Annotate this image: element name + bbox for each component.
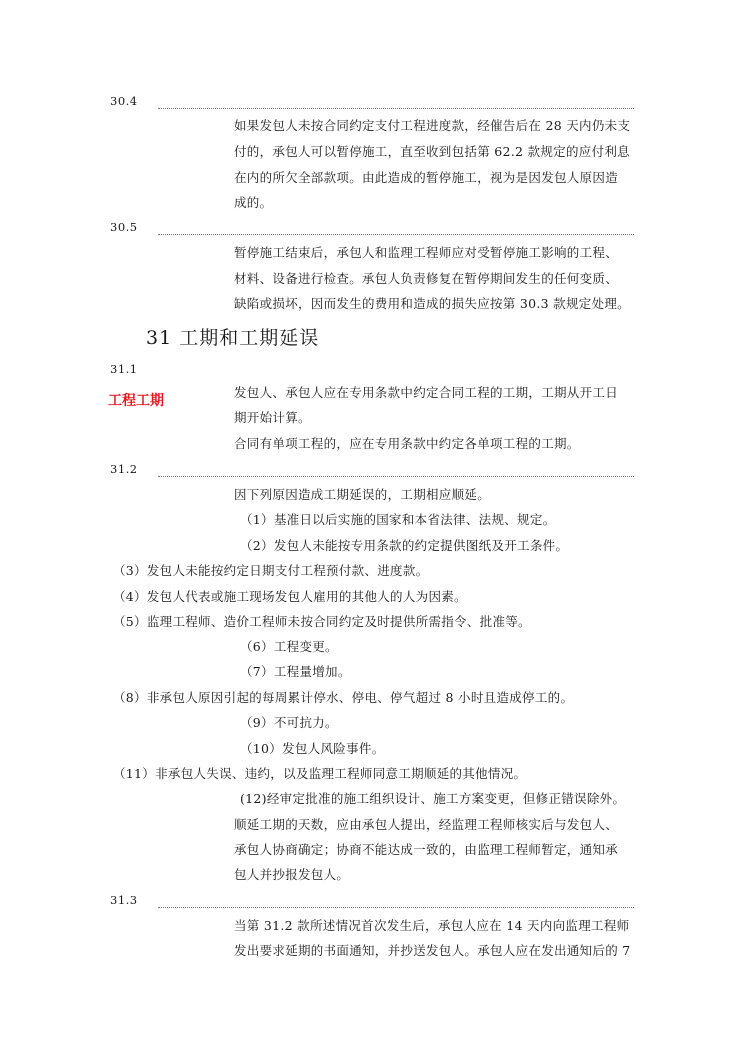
paragraph-line: 包人并抄报发包人。 [234, 867, 350, 882]
section-number-30-5: 30.5 [110, 220, 138, 234]
paragraph-line: 暂停施工结束后，承包人和监理工程师应对受暂停施工影响的工程、 [234, 245, 619, 260]
dotted-leader [158, 907, 634, 908]
paragraph-line: 缺陷或损坏，因而发生的费用和造成的损失应按第 30.3 款规定处理。 [234, 296, 630, 311]
section-number-31-3: 31.3 [110, 893, 138, 907]
list-item: （2）发包人未能按专用条款的约定提供图纸及开工条件。 [240, 538, 569, 553]
paragraph-line: 承包人协商确定；协商不能达成一致的，由监理工程师暂定，通知承 [234, 842, 619, 857]
list-item: （8）非承包人原因引起的每周累计停水、停电、停气超过 8 小时且造成停工的。 [113, 690, 574, 705]
paragraph-line: 当第 31.2 款所述情况首次发生后，承包人应在 14 天内向监理工程师 [234, 918, 630, 933]
list-item: （9）不可抗力。 [240, 715, 338, 730]
paragraph-line: 合同有单项工程的，应在专用条款中约定各单项工程的工期。 [234, 436, 580, 451]
paragraph-line: 如果发包人未按合同约定支付工程进度款，经催告后在 28 天内仍未支 [234, 118, 631, 133]
section-heading-31: 31 工期和工期延误 [146, 327, 320, 349]
list-item: （6）工程变更。 [240, 639, 338, 654]
dotted-leader [158, 476, 634, 477]
section-number-31-1: 31.1 [110, 362, 138, 376]
list-item: （5）监理工程师、造价工程师未按合同约定及时提供所需指令、批准等。 [113, 614, 531, 629]
paragraph-line: 发包人、承包人应在专用条款中约定合同工程的工期，工期从开工日 [234, 385, 619, 400]
list-item: （3）发包人未能按约定日期支付工程预付款、进度款。 [113, 563, 429, 578]
list-item: （1）基准日以后实施的国家和本省法律、法规、规定。 [240, 512, 556, 527]
dotted-leader [158, 234, 634, 235]
paragraph-line: 付的，承包人可以暂停施工，直至收到包括第 62.2 款规定的应付利息 [234, 144, 630, 159]
list-item: （11）非承包人失误、违约，以及监理工程师同意工期顺延的其他情况。 [113, 766, 527, 781]
paragraph-line: 材料、设备进行检查。承包人负责修复在暂停期间发生的任何变质、 [234, 271, 619, 286]
side-label: 工程工期 [108, 393, 164, 409]
paragraph-line: 期开始计算。 [234, 410, 311, 425]
paragraph-line: 顺延工期的天数，应由承包人提出，经监理工程师核实后与发包人、 [234, 817, 619, 832]
list-item: （7）工程量增加。 [240, 664, 351, 679]
paragraph-line: 因下列原因造成工期延误的，工期相应顺延。 [234, 487, 491, 502]
list-item: (12)经审定批准的施工组织设计、施工方案变更，但修正错误除外。 [240, 791, 626, 806]
paragraph-line: 成的。 [234, 195, 273, 210]
paragraph-line: 在内的所欠全部款项。由此造成的暂停施工，视为是因发包人原因造 [234, 170, 619, 185]
section-number-31-2: 31.2 [110, 462, 138, 476]
list-item: （4）发包人代表或施工现场发包人雇用的其他人的人为因素。 [113, 589, 467, 604]
section-number-30-4: 30.4 [110, 94, 138, 108]
list-item: （10）发包人风险事件。 [240, 741, 385, 756]
paragraph-line: 发出要求延期的书面通知，并抄送发包人。承包人应在发出通知后的 7 [234, 943, 631, 958]
dotted-leader [158, 108, 634, 109]
